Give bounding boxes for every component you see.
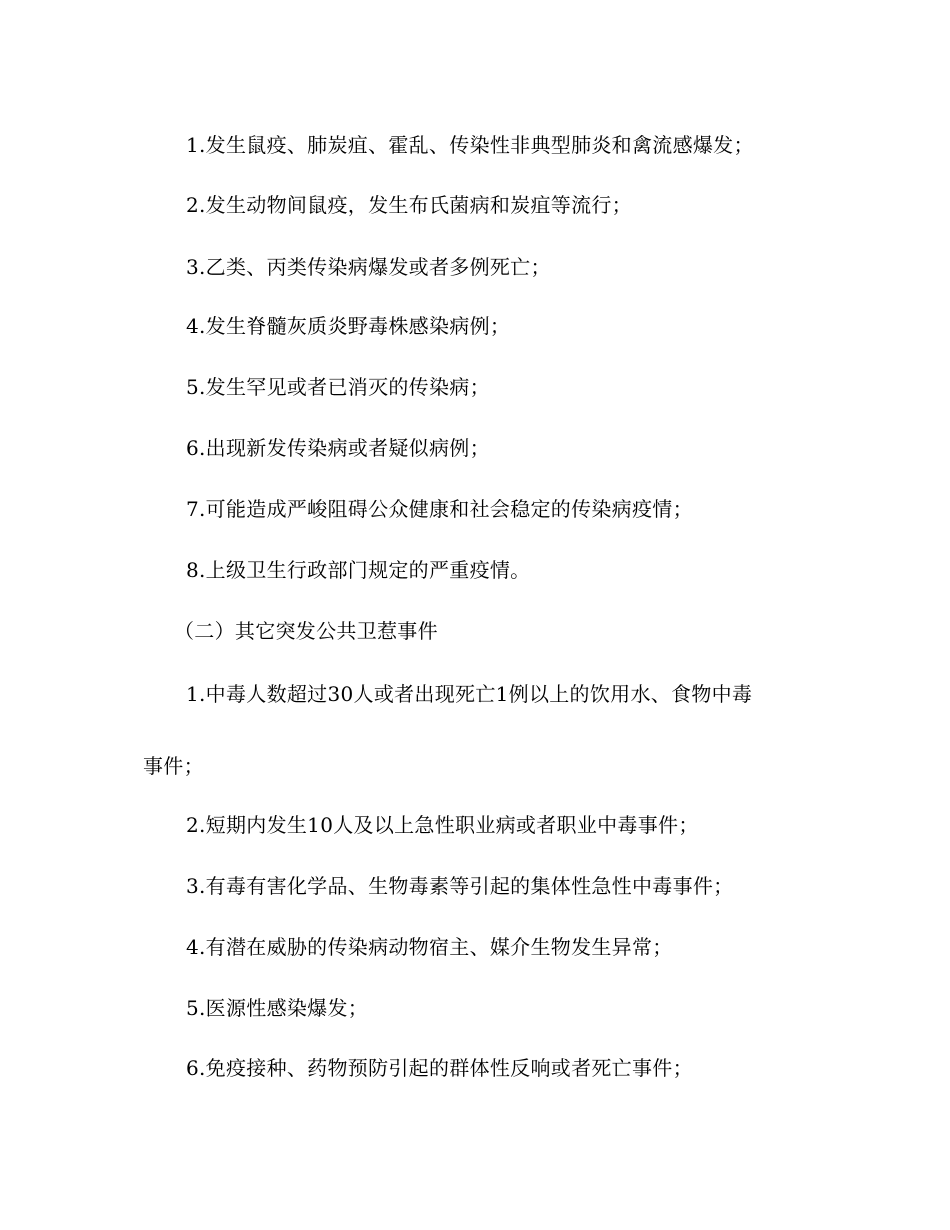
section-heading: （二）其它突发公共卫惹事件: [174, 619, 438, 643]
list-item-7: 7.可能造成严峻阻碍公众健康和社会稳定的传染病疫情；: [186, 497, 693, 521]
list-item-14: 6.免疫接种、药物预防引起的群体性反响或者死亡事件；: [186, 1056, 693, 1080]
list-item-9-continuation: 事件；: [143, 754, 204, 778]
list-item-13: 5.医源性感染爆发；: [186, 996, 369, 1020]
list-item-6: 6.出现新发传染病或者疑似病例；: [186, 436, 490, 460]
list-item-2: 2.发生动物间鼠疫，发生布氏菌病和炭疽等流行；: [186, 193, 632, 217]
list-item-11: 3.有毒有害化学品、生物毒素等引起的集体性急性中毒事件；: [186, 874, 734, 898]
list-item-9: 1.中毒人数超过30人或者出现死亡1例以上的饮用水、食物中毒: [186, 682, 753, 706]
list-item-5: 5.发生罕见或者已消灭的传染病；: [186, 375, 490, 399]
list-item-8: 8.上级卫生行政部门规定的严重疫情。: [186, 558, 531, 582]
list-item-1: 1.发生鼠疫、肺炭疽、霍乱、传染性非典型肺炎和禽流感爆发；: [186, 133, 754, 157]
list-item-12: 4.有潜在威胁的传染病动物宿主、媒介生物发生异常；: [186, 935, 673, 959]
list-item-4: 4.发生脊髓灰质炎野毒株感染病例；: [186, 314, 511, 338]
list-item-3: 3.乙类、丙类传染病爆发或者多例死亡；: [186, 255, 551, 279]
list-item-10: 2.短期内发生10人及以上急性职业病或者职业中毒事件；: [186, 813, 699, 837]
